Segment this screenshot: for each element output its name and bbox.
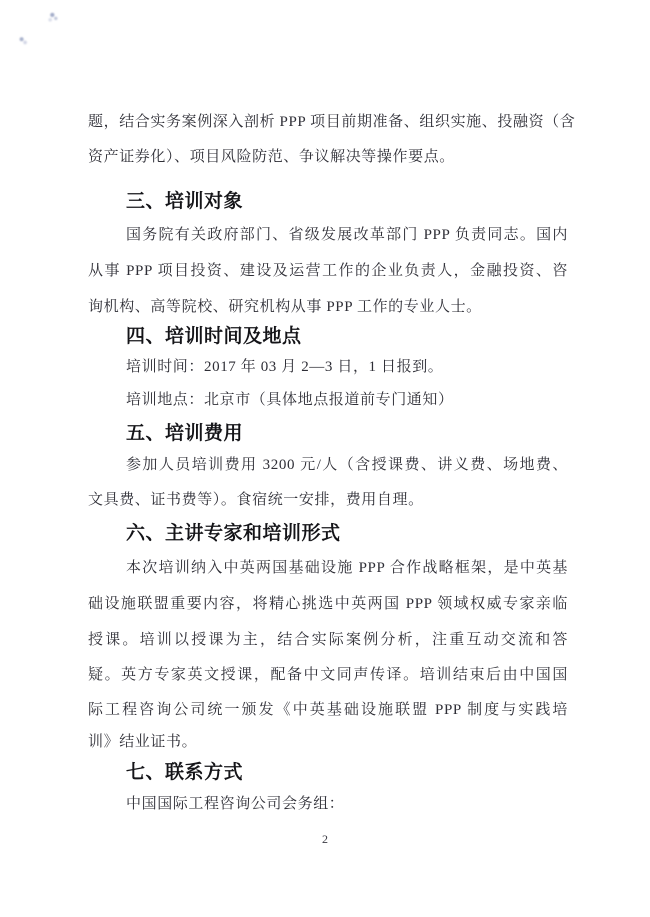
doc-text-line: 培训地点：北京市（具体地点报道前专门通知）: [126, 392, 454, 408]
doc-text-line: 础设施联盟重要内容，将精心挑选中英两国 PPP 领域权威专家亲临: [88, 596, 568, 612]
scan-smudge: [16, 34, 30, 47]
doc-text-line: 询机构、高等院校、研究机构从事 PPP 工作的专业人士。: [88, 299, 482, 315]
doc-text-line: 参加人员培训费用 3200 元/人（含授课费、讲义费、场地费、: [126, 457, 568, 473]
doc-text-line: 国务院有关政府部门、省级发展改革部门 PPP 负责同志。国内: [126, 227, 568, 243]
scan-smudge: [46, 10, 60, 24]
doc-text-line: 文具费、证书费等）。食宿统一安排，费用自理。: [88, 492, 424, 508]
doc-text-line: 从事 PPP 项目投资、建设及运营工作的企业负责人，金融投资、咨: [88, 263, 568, 279]
doc-text-line: 培训时间：2017 年 03 月 2—3 日，1 日报到。: [126, 359, 444, 375]
doc-text-line: 中国国际工程咨询公司会务组：: [126, 796, 345, 812]
section-heading: 六、主讲专家和培训形式: [126, 522, 341, 544]
doc-text-line: 资产证券化）、项目风险防范、争议解决等操作要点。: [88, 149, 455, 165]
doc-text-line: 疑。英方专家英文授课，配备中文同声传译。培训结束后由中国国: [88, 667, 568, 683]
section-heading: 四、培训时间及地点: [126, 325, 302, 347]
doc-text-line: 际工程咨询公司统一颁发《中英基础设施联盟 PPP 制度与实践培: [88, 702, 568, 718]
section-heading: 三、培训对象: [126, 190, 244, 212]
doc-text-line: 本次培训纳入中英两国基础设施 PPP 合作战略框架，是中英基: [126, 560, 568, 576]
section-heading: 五、培训费用: [126, 422, 244, 444]
section-heading: 七、联系方式: [126, 761, 244, 783]
doc-text-line: 授课。培训以授课为主，结合实际案例分析，注重互动交流和答: [88, 632, 568, 648]
page-number: 2: [322, 832, 328, 846]
doc-text-line: 题，结合实务案例深入剖析 PPP 项目前期准备、组织实施、投融资（含: [88, 114, 576, 130]
doc-text-line: 训》结业证书。: [88, 734, 198, 750]
